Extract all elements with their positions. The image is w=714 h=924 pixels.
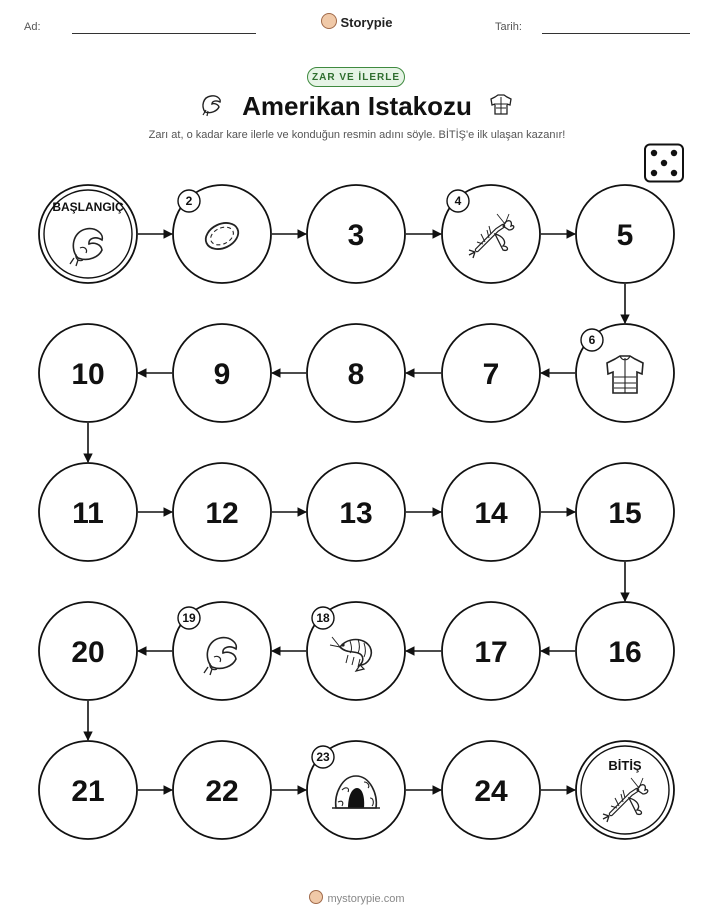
cell-number: 19 [182, 611, 196, 625]
board-cell-24[interactable] [442, 741, 540, 839]
finish-label: BİTİŞ [608, 758, 642, 773]
board-cell-20[interactable] [39, 602, 137, 700]
board-cell-15[interactable] [576, 463, 674, 561]
board-cell-13[interactable] [307, 463, 405, 561]
cell-number: 12 [205, 497, 239, 530]
footer-url: mystorypie.com [327, 893, 405, 905]
cell-number: 21 [71, 775, 105, 808]
cell-number: 20 [71, 636, 105, 669]
cell-number: 13 [339, 497, 373, 530]
board-cell-12[interactable] [173, 463, 271, 561]
cell-number: 5 [616, 219, 634, 252]
cell-number: 4 [454, 194, 462, 208]
cell-number: 17 [474, 636, 508, 669]
instructions: Zarı at, o kadar kare ilerle ve konduğun resmin adını söyle. BİTİŞ'e ilk ulaşan kazanır! [148, 129, 566, 141]
footer [0, 890, 714, 905]
board-cell-11[interactable] [39, 463, 137, 561]
cell-number: 15 [608, 497, 642, 530]
board-cell-6[interactable] [576, 324, 674, 422]
cell-number: 16 [608, 636, 642, 669]
board-cell-16[interactable] [576, 602, 674, 700]
cell-number: 9 [213, 358, 231, 391]
cell-number: 7 [482, 358, 500, 391]
start-label: BAŞLANGIÇ [52, 200, 124, 214]
cell-number: 22 [205, 775, 239, 808]
cell-number: 14 [474, 497, 508, 530]
name-label: Ad: [24, 21, 41, 33]
board-cell-17[interactable] [442, 602, 540, 700]
cell-circle [576, 741, 674, 839]
board-cell-18[interactable] [307, 602, 405, 700]
board-cell-8[interactable] [307, 324, 405, 422]
board-cell-1[interactable] [39, 185, 137, 283]
cell-number: 24 [474, 775, 508, 808]
board-cell-19[interactable] [173, 602, 271, 700]
board-cell-4[interactable] [442, 185, 540, 283]
cell-number: 23 [316, 750, 330, 764]
brand-name: Storypie [340, 15, 393, 30]
board-cell-21[interactable] [39, 741, 137, 839]
board-cell-2[interactable] [173, 185, 271, 283]
board-cell-3[interactable] [307, 185, 405, 283]
cell-number: 10 [71, 358, 105, 391]
bear-icon [309, 890, 323, 904]
board-cell-23[interactable] [307, 741, 405, 839]
board-cell-7[interactable] [442, 324, 540, 422]
board-cell-5[interactable] [576, 185, 674, 283]
cell-number: 2 [185, 194, 193, 208]
board-cell-25[interactable] [576, 741, 674, 839]
date-label: Tarih: [495, 21, 522, 33]
page-title: Amerikan Istakozu [242, 91, 472, 121]
activity-badge: ZAR VE İLERLE [307, 67, 405, 87]
board-cell-9[interactable] [173, 324, 271, 422]
board-cell-14[interactable] [442, 463, 540, 561]
cell-number: 6 [588, 333, 596, 347]
cell-number: 11 [72, 497, 104, 530]
cell-number: 8 [347, 358, 365, 391]
cell-number: 3 [347, 219, 365, 252]
board-cell-22[interactable] [173, 741, 271, 839]
cell-number: 18 [316, 611, 330, 625]
board-cell-10[interactable] [39, 324, 137, 422]
